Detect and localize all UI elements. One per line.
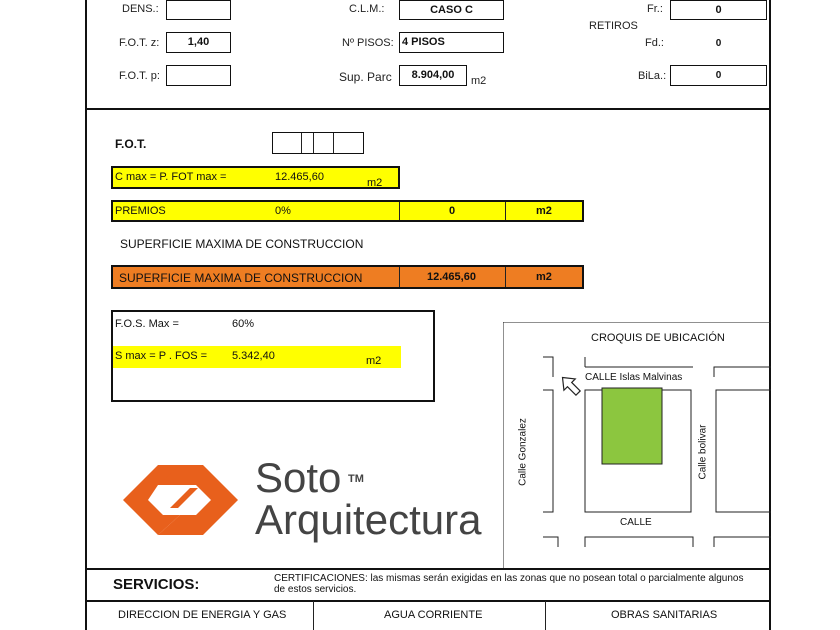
bila-field[interactable]: 0 [670,65,767,86]
premios-row [111,200,584,222]
block-right-line [716,390,771,512]
premios-pct: 0% [275,205,291,217]
premios-value: 0 [449,205,456,217]
fos-max-label: F.O.S. Max = [115,318,179,330]
block-corner-line [543,537,558,547]
bila-label: BiLa.: [638,70,667,82]
street-left-label: Calle Gonzalez [517,418,529,486]
logo-name-line1: Soto [255,454,342,501]
block-bottom-line [585,537,693,547]
smax-value: 5.342,40 [232,350,275,362]
premios-divider [399,202,400,220]
servicios-top-border [85,568,771,570]
servicios-title: SERVICIOS: [113,576,200,593]
block-left-line [543,390,553,512]
block-corner-line [714,537,771,547]
croquis-svg [503,322,771,568]
fot-checkboxes [272,132,364,154]
fot-checkbox-divider [333,133,334,153]
fotp-field[interactable] [166,65,231,86]
superficie-divider [399,267,400,287]
street-right-label: Calle bolivar [697,424,709,480]
cmax-row [111,166,400,189]
sup-parc-unit: m2 [471,75,487,87]
smax-unit: m2 [366,355,382,367]
frame-left-border [85,0,87,630]
superficie-label: SUPERFICIE MAXIMA DE CONSTRUCCION [119,271,363,285]
fotz-label: F.O.T. z: [119,37,160,49]
clm-label: C.L.M.: [349,3,385,15]
superficie-value: 12.465,60 [427,271,476,283]
fos-box [111,310,435,402]
superficie-row [111,265,584,289]
header-divider [85,108,771,110]
croquis-title: CROQUIS DE UBICACIÓN [591,332,725,344]
dens-label: DENS.: [122,3,159,15]
premios-divider [505,202,506,220]
logo-name-line2: Arquitectura [255,496,482,543]
north-arrow-icon [557,372,584,399]
superficie-divider [505,267,506,287]
dens-field[interactable] [166,0,231,20]
block-corner-line [714,367,771,377]
logo-trademark: TM [348,473,364,485]
servicio-obras: OBRAS SANITARIAS [611,609,718,621]
logo-mark-link [170,488,198,508]
fot-checkbox-divider [301,133,302,153]
premios-label: PREMIOS [115,205,166,217]
lot-highlight [602,388,662,464]
servicios-col-divider [313,601,314,630]
clm-field[interactable]: CASO C [399,0,504,20]
fd-label: Fd.: [645,37,664,49]
fot-checkbox-divider [313,133,314,153]
superficie-heading: SUPERFICIE MAXIMA DE CONSTRUCCION [120,237,364,251]
servicios-col-divider [545,601,546,630]
smax-row [113,346,401,368]
retiros-label: RETIROS [589,20,638,32]
smax-label: S max = P . FOS = [115,350,208,362]
pisos-field[interactable]: 4 PISOS [399,32,504,53]
sup-parc-label: Sup. Parc [339,70,392,84]
pisos-label: Nº PISOS: [342,37,394,49]
company-logo [118,455,508,545]
fotp-label: F.O.T. p: [119,70,160,82]
cmax-value: 12.465,60 [275,171,324,183]
superficie-unit: m2 [536,271,552,283]
fotz-field[interactable]: 1,40 [166,32,231,53]
cmax-unit: m2 [367,177,383,189]
servicio-energia: DIRECCION DE ENERGIA Y GAS [118,609,287,621]
fos-max-value: 60% [232,318,255,330]
fr-label: Fr.: [647,3,663,15]
fr-field[interactable]: 0 [670,0,767,20]
certificaciones-text: CERTIFICACIONES: las mismas serán exigidas en las zonas que no posean total o parcialmente algunos de estos servicios. [274,573,744,595]
fot-title: F.O.T. [115,137,147,151]
street-top-label: CALLE Islas Malvinas [585,372,683,383]
street-bottom-label: CALLE [620,517,652,528]
servicios-mid-border [85,600,771,602]
block-corner-line [543,357,553,377]
croquis-map [503,322,771,568]
cmax-label: C max = P. FOT max = [115,171,227,183]
logo-mark-icon [118,460,243,540]
servicio-agua: AGUA CORRIENTE [384,609,483,621]
sup-parc-field[interactable]: 8.904,00 [399,65,467,86]
fd-value: 0 [715,38,722,49]
premios-unit: m2 [536,205,552,217]
